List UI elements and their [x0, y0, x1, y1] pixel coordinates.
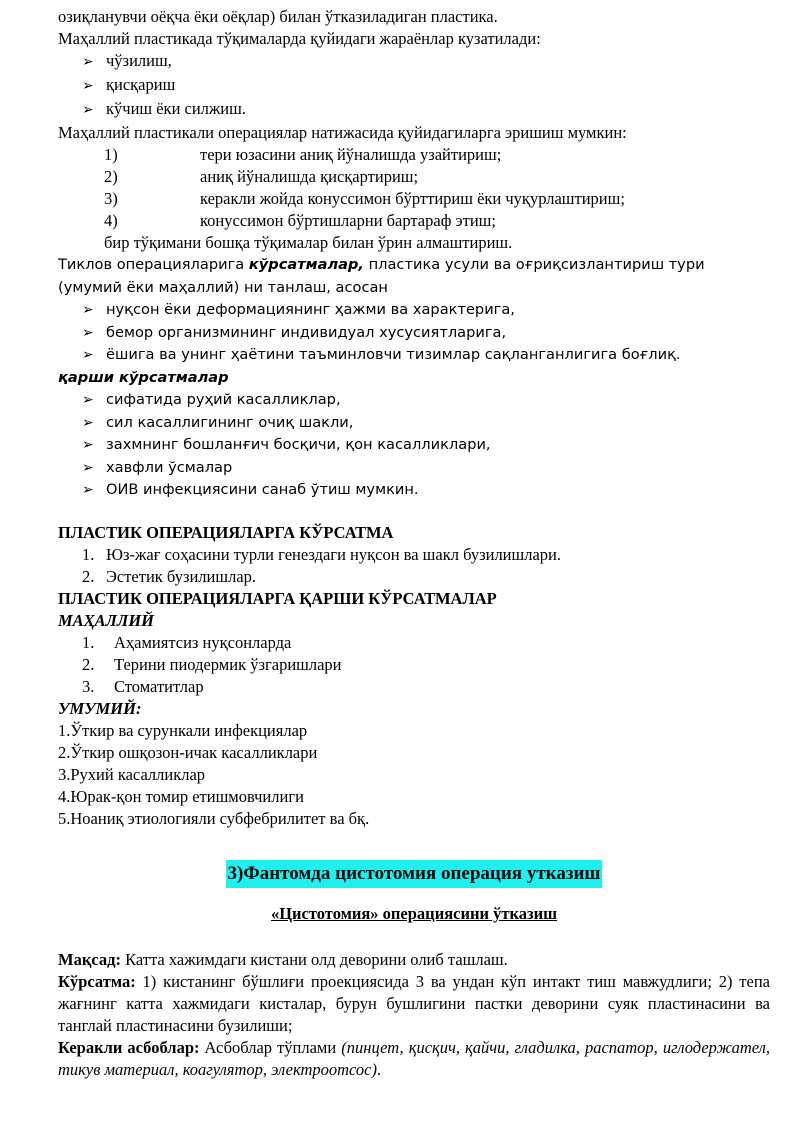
contra-list: [58, 389, 770, 502]
general-heading: УМУМИЙ:: [58, 698, 142, 718]
local-contra-list: [58, 632, 770, 698]
arrow-bullet-icon: ➢: [82, 482, 94, 498]
intro-line: озиқланувчи оёқча ёки оёқлар) билан ўтказиладиган пластика.: [58, 7, 498, 26]
list-item: 4) конуссимон бўртишларни бартараф этиш;: [104, 211, 496, 230]
local-outcomes-extra: бир тўқимани бошқа тўқималар билан ўрин алмаштириш.: [104, 233, 513, 252]
indications-paragraph: Тиклов операцияларига кўрсатмалар, пластика усули ва оғриқсизлантириш тури (умумий ёки маҳаллий) ни танлаш, асосан: [58, 256, 705, 296]
goal-label: Мақсад:: [58, 949, 121, 969]
arrow-bullet-icon: ➢: [82, 103, 94, 118]
arrow-bullet-icon: ➢: [82, 437, 94, 453]
indications-list: [58, 299, 770, 367]
arrow-bullet-icon: ➢: [82, 392, 94, 408]
list-item: 4.Юрак-қон томир етишмовчилиги: [58, 786, 304, 806]
list-item: ➢ нуқсон ёки деформациянинг ҳажми ва характерига,: [58, 299, 770, 322]
list-item: 2. Терини пиодермик ўзгаришлари: [82, 654, 342, 674]
list-item: ➢ кўчиш ёки силжиш.: [58, 98, 770, 122]
section-title: 3)Фантомда цистотомия операция утказиш: [226, 860, 603, 888]
list-item: ➢ бемор организмининг индивидуал хусусиятларига,: [58, 322, 770, 345]
list-item: ➢ чўзилиш,: [58, 50, 770, 74]
list-item: 3) керакли жойда конуссимон бўрттириш ёки чуқурлаштириш;: [104, 189, 625, 208]
list-item: 1. Аҳамиятсиз нуқсонларда: [82, 632, 292, 652]
list-item: ➢ қисқариш: [58, 74, 770, 98]
list-item: 1.Ўткир ва сурункали инфекциялар: [58, 720, 308, 740]
arrow-bullet-icon: ➢: [82, 302, 94, 318]
list-item: ➢ ОИВ инфекциясини санаб ўтиш мумкин.: [58, 479, 770, 502]
local-outcomes-list: [58, 144, 770, 254]
arrow-bullet-icon: ➢: [82, 55, 94, 70]
list-item: 2) аниқ йўналишда қисқартириш;: [104, 167, 419, 186]
arrow-bullet-icon: ➢: [82, 324, 94, 341]
list-item: ➢ хавфли ўсмалар: [58, 457, 770, 480]
plastic-indications-heading: ПЛАСТИК ОПЕРАЦИЯЛАРГА КЎРСАТМА: [58, 522, 394, 542]
indication-paragraph: Кўрсатма: 1) кистанинг бўшлиғи проекциясида 3 ва ундан кўп интакт тиш мавжудлиги; 2) тепа жағнинг катта хажмидаги кисталар, бурун бушлигини пастки деворини суяк пластинасини ва танглай пластинасини бузилиши;: [58, 971, 770, 1035]
section-title-wrap: [58, 860, 770, 888]
arrow-bullet-icon: ➢: [82, 79, 94, 94]
tools-label: Керакли асбоблар:: [58, 1037, 200, 1057]
goal-line: Мақсад: Катта хажимдаги кистани олд деворини олиб ташлаш.: [58, 949, 508, 969]
list-item: 3. Стоматитлар: [82, 676, 204, 696]
list-item: ➢ сифатида руҳий касалликлар,: [58, 389, 770, 412]
procedure-block: [58, 949, 770, 1081]
local-observation-intro: Маҳаллий пластикада тўқималарда қуйидаги жараёнлар кузатилади:: [58, 29, 541, 48]
local-outcomes-intro: Маҳаллий пластикали операциялар натижасида қуйидагиларга эришиш мумкин:: [58, 123, 627, 142]
arrow-bullet-icon: ➢: [82, 459, 94, 476]
list-item: 2.Ўткир ошқозон-ичак касалликлари: [58, 742, 318, 762]
arrow-bullet-icon: ➢: [82, 414, 94, 431]
arrow-bullet-icon: ➢: [82, 347, 94, 363]
list-item: ➢ захмнинг бошланғич босқичи, қон касалликлари,: [58, 434, 770, 457]
list-item: 1) тери юзасини аниқ йўналишда узайтириш;: [104, 145, 502, 164]
list-item: ➢ ёшига ва унинг ҳаётини таъминловчи тизимлар сақланганлигига боғлиқ.: [58, 344, 770, 367]
local-observation-list: [58, 50, 770, 122]
local-heading: МАҲАЛЛИЙ: [58, 610, 154, 630]
general-contra-list: [58, 720, 770, 830]
plastic-contra-heading: ПЛАСТИК ОПЕРАЦИЯЛАРГА ҚАРШИ КЎРСАТМАЛАР: [58, 588, 497, 608]
contra-heading: қарши кўрсатмалар: [58, 368, 229, 386]
list-item: 2. Эстетик бузилишлар.: [82, 566, 256, 586]
tools-paragraph: Керакли асбоблар: Асбоблар тўплами (пинцет, қисқич, қайчи, гладилка, распатор, иглодержател, тикув материал, коагулятор, электроотсос).: [58, 1037, 771, 1079]
section-subtitle: «Цистотомия» операциясини ўтказиш: [270, 903, 558, 923]
plastic-indications-list: [58, 544, 770, 588]
list-item: 1. Юз-жағ соҳасини турли генездаги нуқсон ва шакл бузилишлари.: [82, 544, 561, 564]
list-item: 5.Ноаниқ этиологияли субфебрилитет ва бқ.: [58, 808, 370, 828]
indication-label: Кўрсатма:: [58, 971, 136, 991]
list-item: ➢ сил касаллигининг очиқ шакли,: [58, 412, 770, 435]
list-item: 3.Рухий касалликлар: [58, 764, 206, 784]
